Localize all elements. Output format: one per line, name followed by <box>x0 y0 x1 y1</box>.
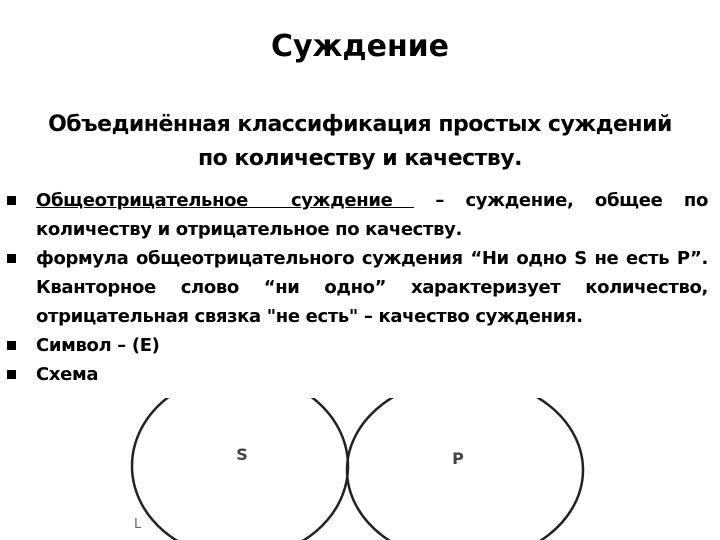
slide-title: Суждение <box>270 29 450 64</box>
bullet-definition <box>0 186 720 244</box>
circle-p <box>347 398 583 540</box>
label-p: P <box>452 449 464 468</box>
slide-subtitle <box>0 108 720 176</box>
bullet-scheme <box>0 360 720 389</box>
label-s: S <box>236 445 248 464</box>
definition-text: – суждение, общее по количеству и отрицательное по качеству. <box>36 190 708 240</box>
subtitle-line-2: по количеству и качеству. <box>197 146 523 171</box>
bullet-formula <box>0 244 720 331</box>
corner-mark: L <box>134 517 142 532</box>
scheme-text: Схема <box>36 364 99 385</box>
subtitle-line-1: Объединённая классификация простых суждений <box>48 112 672 137</box>
circle-s <box>132 398 348 540</box>
term-underlined-2: суждение <box>290 190 393 211</box>
euler-diagram <box>130 398 610 540</box>
bullet-list <box>0 186 720 389</box>
formula-text: формула общеотрицательного суждения “Ни одно S не есть P”. Кванторное слово “ни одно” характеризует количество, отрицательная связка "не есть" – качество суждения. <box>36 248 708 327</box>
symbol-text: Символ – (Е) <box>36 335 160 356</box>
term-underlined: Общеотрицательное <box>36 190 249 211</box>
bullet-symbol <box>0 331 720 360</box>
